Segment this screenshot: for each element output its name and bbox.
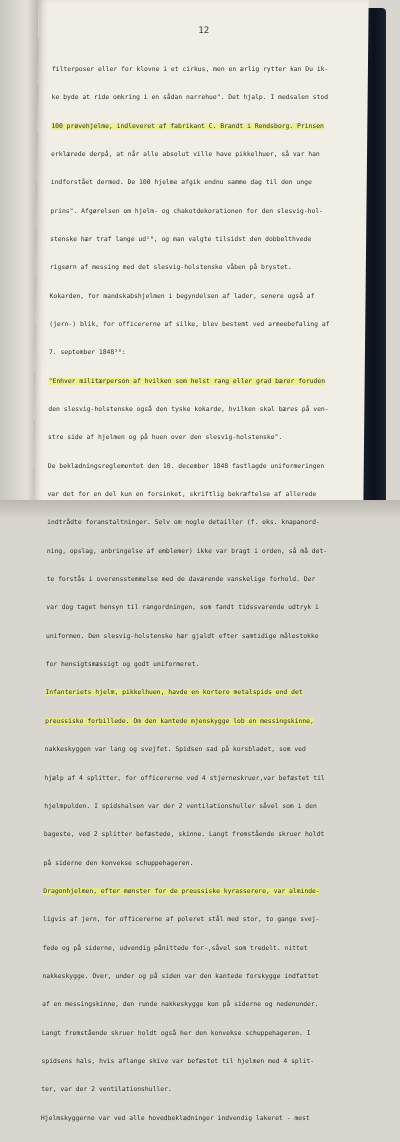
text-line: ter, var der 2 ventilationshuller. — [41, 1086, 172, 1094]
text-line: stre side af hjelmen og på huen over den slesvig-holstenske". — [48, 434, 283, 442]
text-line: nakkeskyggen var lang og svejfet. Spidsen sad på korsbladet, som ved — [44, 746, 306, 754]
book-page — [33, 0, 368, 1122]
text-line: for hensigtsmæssigt og godt uniformeret. — [45, 661, 200, 669]
text-line: nakkeskygge. Over, under og på siden var den kantede forskygge indfattet — [42, 972, 319, 980]
text-line — [43, 887, 349, 896]
text-line: ligvis af jern, for officererne af poleret stål med stor, to gange svej- — [42, 916, 320, 924]
text-line: prins". Afgørelsen om hjelm- og chakotdekorationen for den slesvig-hol- — [50, 207, 324, 215]
text-line — [45, 717, 351, 726]
left-page-edge — [0, 0, 38, 500]
text-line: indtrådte foranstaltninger. Selv om nogle detailler (f. eks. knapanord- — [47, 519, 320, 527]
table-surface — [0, 500, 400, 517]
text-line — [45, 688, 351, 697]
text-line: ning, opslag, anbringelse af emblemer) ikke var bragt i orden, så må det- — [46, 547, 328, 555]
text-line: 7. september 1848²⁰: — [48, 349, 126, 357]
text-line: erklærede derpå, at når alle absolut ville have pikkelhuer, så var han — [51, 150, 320, 158]
highlighted-text: 100 prøvehjelme, indleveret af fabrikant C. Brandt i Rendsborg. Prinsen — [51, 122, 324, 130]
text-line: Langt fremstående skruer holdt også her den konvekse schuppehageren. I — [41, 1029, 311, 1037]
text-line: De beklædningsreglementet den 10. december 1848 fastlagde uniformeringen — [47, 462, 325, 470]
page-text — [41, 46, 358, 1142]
page-number: 12 — [198, 26, 210, 36]
text-line: hjælp af 4 splitter, for officererne ved 4 stjerneskruer,var befæstet til — [44, 774, 325, 782]
highlighted-text: "Enhver militærperson af hvilken som helst rang eller grad bærer foruden — [48, 377, 326, 385]
highlighted-text: Infanteriets hjelm, pikkelhuen, havde en kortere metalspids end det — [45, 689, 303, 697]
text-line: filterposer eller for klovne i et cirkus, men en ærlig rytter kan Du ik- — [51, 65, 329, 73]
text-line: (jern-) blik, for officererne af silke, blev bestemt ved armeebefaling af — [49, 321, 330, 328]
text-line: var det for en del kun en forsinket, skriftlig bekræftelse af allerede — [47, 491, 317, 499]
text-line: den slesvig-holstenske også den tyske kokarde, hvilken skal bæres på ven- — [48, 406, 329, 414]
text-line: af en messingskinne, den runde nakkeskygge kun på siderne og nedenunder. — [42, 1001, 319, 1009]
text-line: uniformen. Den slesvig-holstenske hær gjaldt efter samtidige målestokke — [45, 632, 319, 640]
text-line: te forstås i overensstemmelse med de daværende vanskelige forhold. Der — [46, 576, 316, 584]
highlighted-text: preussiske forbillede. Om den kantede mjenskygge lob en messingskinne, — [45, 717, 314, 725]
text-line: ke byde at ride omkring i en sådan narrehue". Det hjalp. I medsalen stod — [51, 94, 329, 102]
text-line — [51, 122, 357, 131]
text-line: bageste, ved 2 splitter befæstede, skinne. Langt fremstående skruer holdt — [43, 831, 325, 839]
text-line: Kokarden, for mandskabshjelmen i begyndelsen af lader, senere også af — [49, 292, 315, 300]
text-line: på siderne den konvekse schuppehageren. — [43, 859, 194, 867]
text-line: var dog taget hensyn til rangordningen, som fandt tidssvarende udtryk i — [46, 604, 319, 612]
text-line: Hjelmskyggerne var ved alle hovedbeklædninger indvendig lakeret - mest — [40, 1114, 310, 1122]
text-line: fede og på siderne, udvendig pånittede for-,såvel som tredelt. nittet — [42, 944, 308, 952]
text-line — [49, 377, 355, 386]
text-line: hjelmpulden. I spidshalsen var der 2 ventilationshuller såvel som i den — [44, 802, 317, 810]
text-line: indforstået dermed. De 100 hjelme afgik endnu samme dag til den unge — [50, 179, 312, 187]
text-line: spidsens hals, hvis aflange skive var befæstet til hjelmen med 4 split- — [41, 1057, 315, 1065]
highlighted-text: Dragonhjelmen, efter mønster for de preussiske kyrasserere, var alminde- — [43, 887, 320, 895]
text-line: stenske hær traf lange ud¹⁹, og man valgte tilsidst den dobbelthvede — [50, 235, 312, 243]
text-line: rigsørn af messing med det slesvig-holstenske våben på brystet. — [49, 264, 292, 272]
